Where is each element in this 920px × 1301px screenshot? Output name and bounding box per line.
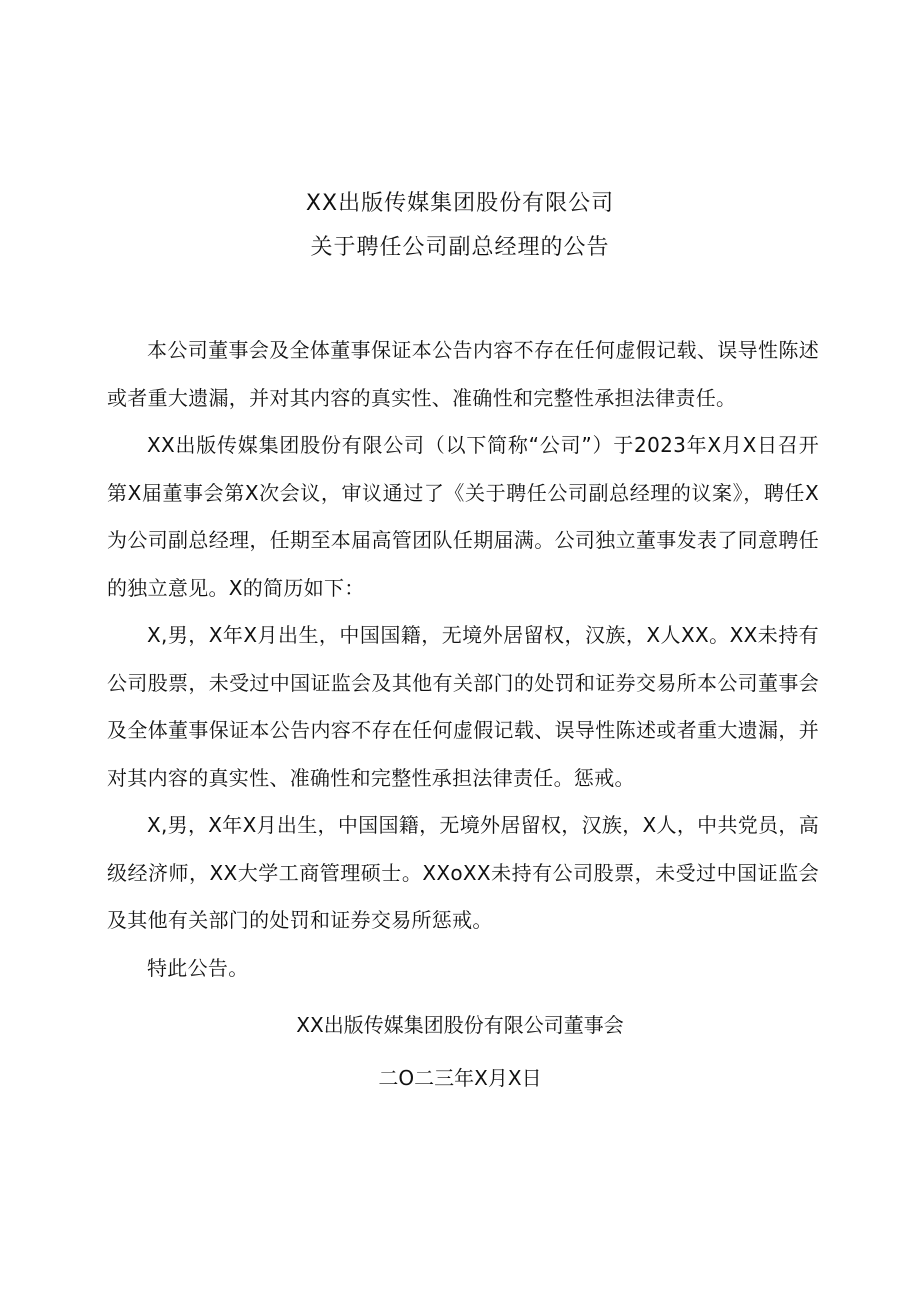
paragraph-disclaimer: 本公司董事会及全体董事保证本公告内容不存在任何虚假记载、误导性陈述或者重大遗漏，并对其内容的真实性、准确性和完整性承担法律责任。 [107,338,819,410]
paragraph-board-resolution: XX出版传媒集团股份有限公司（以下简称“公司”）于2023年X月X日召开第X届董事会第X次会议，审议通过了《关于聘任公司副总经理的议案》，聘任X为公司副总经理，任期至本届高管团队任期届满。公司独立董事发表了同意聘任的独立意见。X的简历如下： [107,433,819,600]
signature-organization: XX出版传媒集团股份有限公司董事会 [296,1013,624,1037]
paragraph-closing-note: 特此公告。 [147,955,249,980]
paragraph-resume-1: X,男，X年X月出生，中国国籍，无境外居留权，汉族，X人XX。XX未持有公司股票，未受过中国证监会及其他有关部门的处罚和证券交易所本公司董事会及全体董事保证本公告内容不存在任何虚假记载、误导性陈述或者重大遗漏，并对其内容的真实性、准确性和完整性承担法律责任。惩戒。 [107,623,819,790]
paragraph-resume-2: X,男，X年X月出生，中国国籍，无境外居留权，汉族，X人，中共党员，高级经济师，XX大学工商管理硕士。XXoXX未持有公司股票，未受过中国证监会及其他有关部门的处罚和证券交易所惩戒。 [107,813,819,932]
title-company-name: XX出版传媒集团股份有限公司 [305,191,615,216]
announcement-title [0,182,920,270]
announcement-body [107,327,819,992]
title-subject: 关于聘任公司副总经理的公告 [310,235,610,260]
signature-date: 二O二三年X月X日 [378,1066,542,1090]
